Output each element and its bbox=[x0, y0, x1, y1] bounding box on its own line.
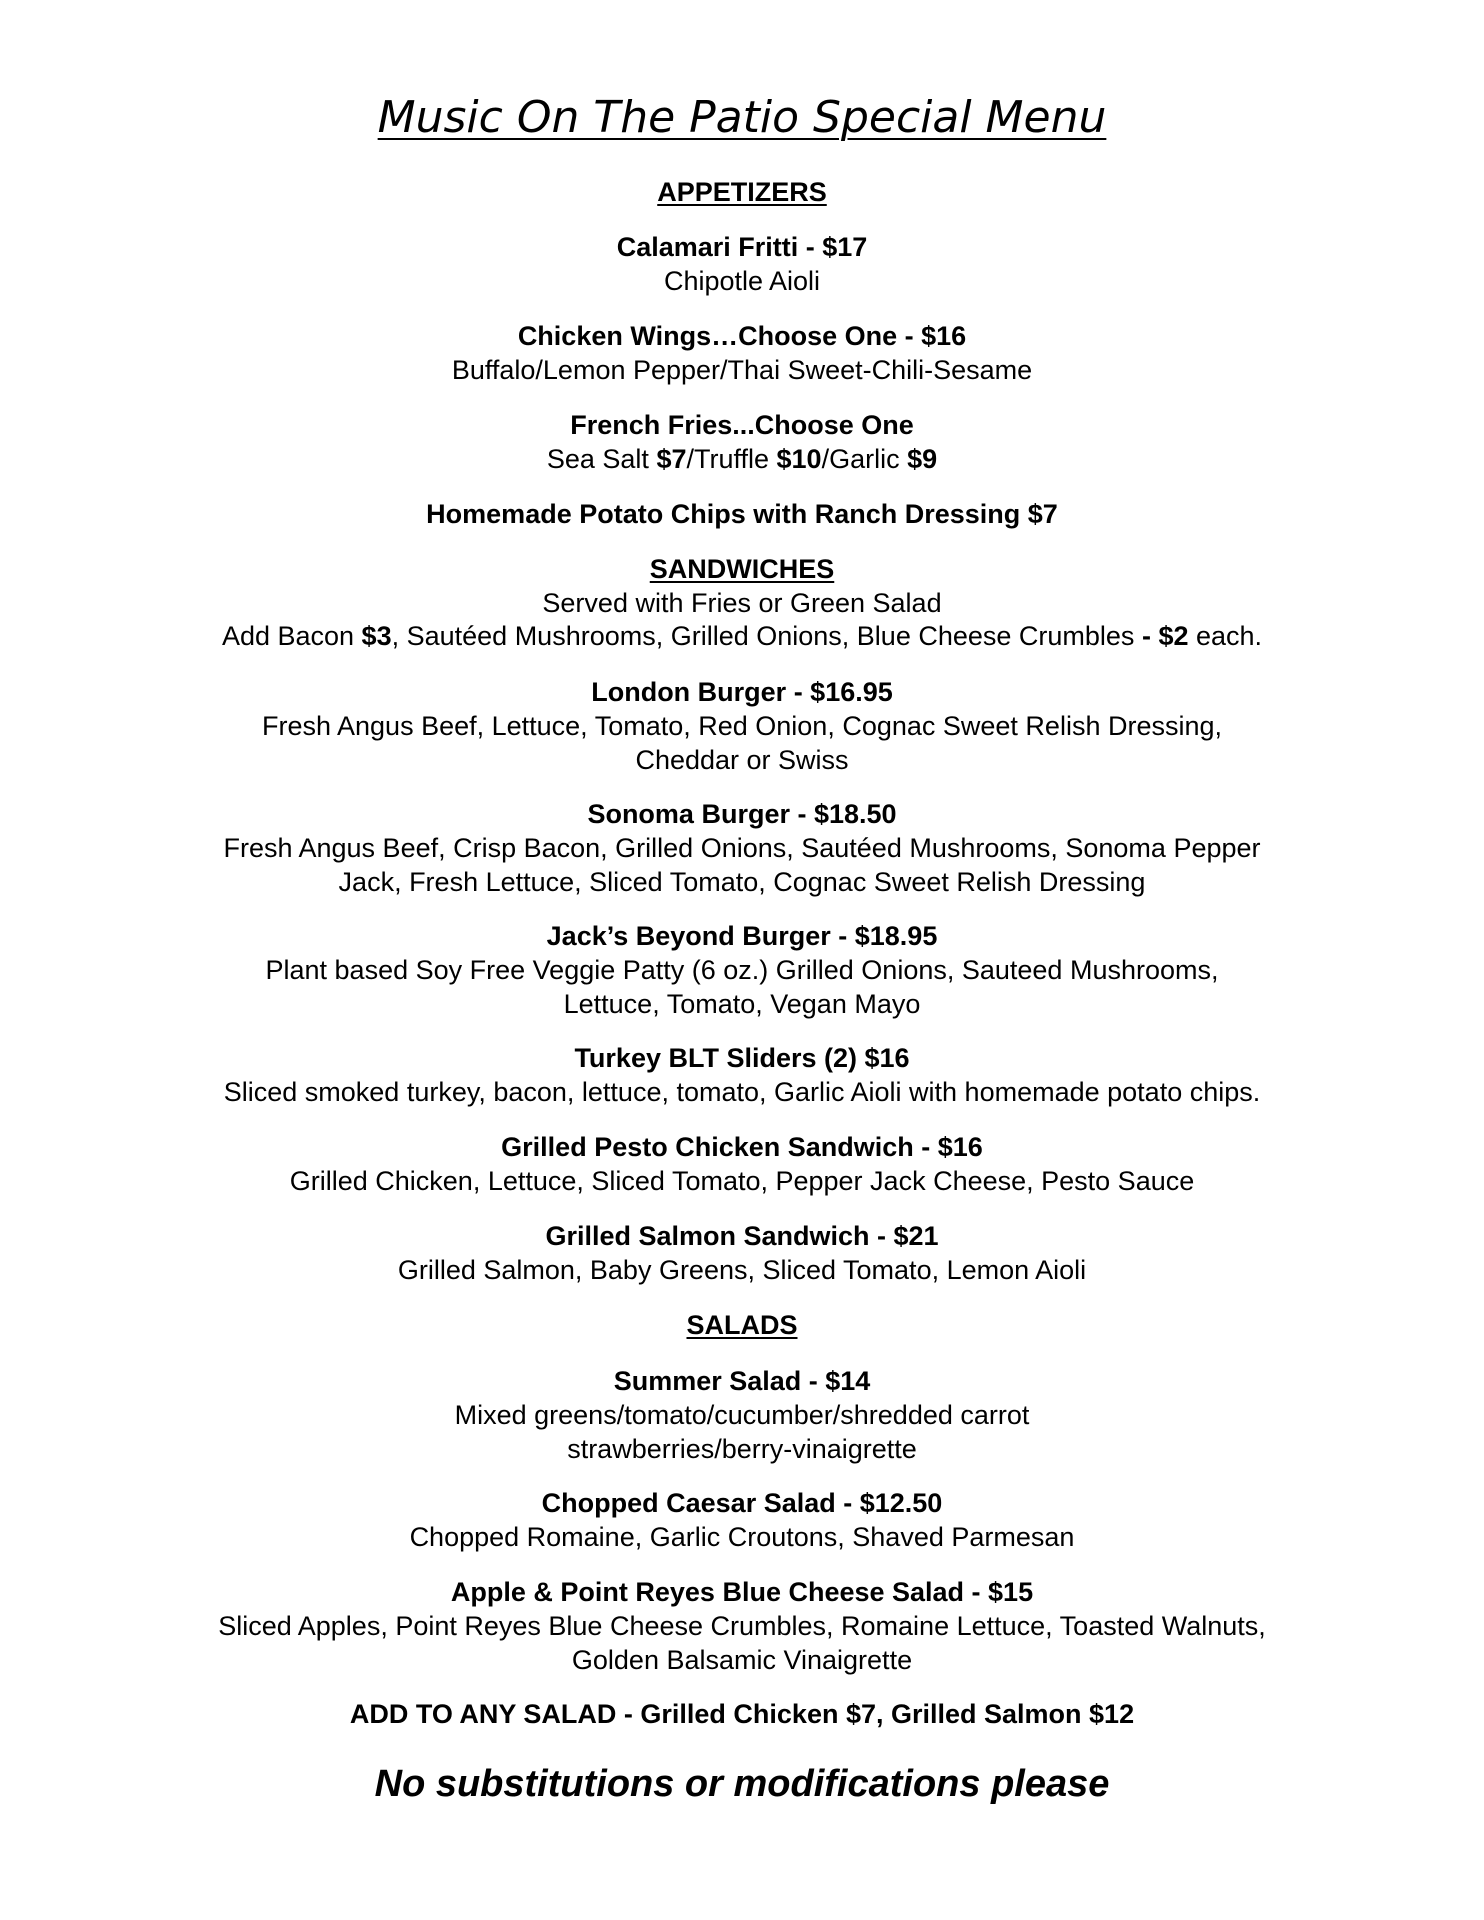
fries-option-garlic: /Garlic bbox=[821, 444, 908, 474]
item-name: French Fries...Choose One bbox=[570, 410, 914, 440]
footer-note: No substitutions or modifications please bbox=[374, 1763, 1110, 1805]
addons-suffix: each. bbox=[1188, 621, 1263, 651]
addons-middle: , Sautéed Mushrooms, Grilled Onions, Blue Cheese Crumbles bbox=[391, 621, 1142, 651]
item-name: Summer Salad - $14 bbox=[613, 1366, 871, 1396]
item-description: Chopped Romaine, Garlic Croutons, Shaved Parmesan bbox=[409, 1522, 1075, 1552]
item-name: London Burger - $16.95 bbox=[591, 677, 893, 707]
item-description: Grilled Salmon, Baby Greens, Sliced Tomato, Lemon Aioli bbox=[397, 1255, 1087, 1285]
item-description bbox=[0, 442, 1484, 476]
item-name: Homemade Potato Chips with Ranch Dressing $7 bbox=[426, 499, 1058, 529]
item-name: Jack’s Beyond Burger - $18.95 bbox=[546, 921, 938, 951]
item-name: Grilled Salmon Sandwich - $21 bbox=[545, 1221, 939, 1251]
item-description-line-2: Golden Balsamic Vinaigrette bbox=[571, 1645, 913, 1675]
item-description-line-2: Lettuce, Tomato, Vegan Mayo bbox=[563, 989, 921, 1019]
item-description-line-2: Cheddar or Swiss bbox=[635, 745, 849, 775]
fries-price-truffle: $10 bbox=[776, 444, 822, 474]
section-heading-appetizers: APPETIZERS bbox=[657, 177, 827, 207]
sandwiches-addons-note bbox=[0, 619, 1484, 653]
section-heading-sandwiches: SANDWICHES bbox=[649, 554, 835, 584]
addons-prefix: Add Bacon bbox=[221, 621, 362, 651]
item-description: Sliced Apples, Point Reyes Blue Cheese Crumbles, Romaine Lettuce, Toasted Walnuts, bbox=[218, 1611, 1266, 1641]
item-name: Apple & Point Reyes Blue Cheese Salad - $15 bbox=[450, 1577, 1034, 1607]
menu-item-sonoma-burger bbox=[0, 797, 1484, 899]
menu-item-potato-chips bbox=[0, 497, 1484, 531]
menu-item-calamari bbox=[0, 230, 1484, 298]
item-description: Mixed greens/tomato/cucumber/shredded carrot bbox=[454, 1400, 1030, 1430]
fries-option-truffle: /Truffle bbox=[686, 444, 777, 474]
item-description-line-2: Jack, Fresh Lettuce, Sliced Tomato, Cognac Sweet Relish Dressing bbox=[338, 867, 1146, 897]
menu-item-caesar-salad bbox=[0, 1486, 1484, 1554]
item-description: Buffalo/Lemon Pepper/Thai Sweet-Chili-Sesame bbox=[451, 355, 1033, 385]
fries-price-garlic: $9 bbox=[907, 444, 938, 474]
item-name: Turkey BLT Sliders (2) $16 bbox=[574, 1043, 910, 1073]
addons-each-price: - $2 bbox=[1141, 621, 1189, 651]
menu-item-chicken-wings bbox=[0, 319, 1484, 387]
item-name: Sonoma Burger - $18.50 bbox=[587, 799, 897, 829]
fries-price-sea-salt: $7 bbox=[656, 444, 687, 474]
salad-add-ons bbox=[0, 1697, 1484, 1731]
menu-item-salmon-sandwich bbox=[0, 1219, 1484, 1287]
salad-add-ons-text: ADD TO ANY SALAD - Grilled Chicken $7, Grilled Salmon $12 bbox=[349, 1699, 1135, 1729]
item-description-line-2: strawberries/berry-vinaigrette bbox=[567, 1434, 917, 1464]
item-description: Fresh Angus Beef, Lettuce, Tomato, Red Onion, Cognac Sweet Relish Dressing, bbox=[261, 711, 1223, 741]
sandwiches-served-note: Served with Fries or Green Salad bbox=[542, 588, 942, 618]
menu-item-pesto-chicken-sandwich bbox=[0, 1130, 1484, 1198]
menu-item-beyond-burger bbox=[0, 919, 1484, 1021]
menu-item-turkey-blt-sliders bbox=[0, 1041, 1484, 1109]
section-heading-salads: SALADS bbox=[686, 1310, 798, 1340]
item-name: Calamari Fritti - $17 bbox=[616, 232, 868, 262]
menu-item-french-fries bbox=[0, 408, 1484, 476]
menu-title: Music On The Patio Special Menu bbox=[377, 92, 1107, 143]
item-description: Sliced smoked turkey, bacon, lettuce, tomato, Garlic Aioli with homemade potato chips. bbox=[223, 1077, 1261, 1107]
item-description: Fresh Angus Beef, Crisp Bacon, Grilled Onions, Sautéed Mushrooms, Sonoma Pepper bbox=[223, 833, 1261, 863]
bacon-price: $3 bbox=[361, 621, 392, 651]
item-description: Chipotle Aioli bbox=[663, 266, 821, 296]
menu-item-summer-salad bbox=[0, 1364, 1484, 1466]
item-name: Chopped Caesar Salad - $12.50 bbox=[541, 1488, 943, 1518]
menu-item-apple-blue-cheese-salad bbox=[0, 1575, 1484, 1677]
item-description: Grilled Chicken, Lettuce, Sliced Tomato, Pepper Jack Cheese, Pesto Sauce bbox=[289, 1166, 1195, 1196]
item-name: Grilled Pesto Chicken Sandwich - $16 bbox=[501, 1132, 983, 1162]
item-description: Plant based Soy Free Veggie Patty (6 oz.) Grilled Onions, Sauteed Mushrooms, bbox=[265, 955, 1219, 985]
fries-option-sea-salt: Sea Salt bbox=[546, 444, 657, 474]
menu-item-london-burger bbox=[0, 675, 1484, 777]
item-name: Chicken Wings…Choose One - $16 bbox=[517, 321, 967, 351]
